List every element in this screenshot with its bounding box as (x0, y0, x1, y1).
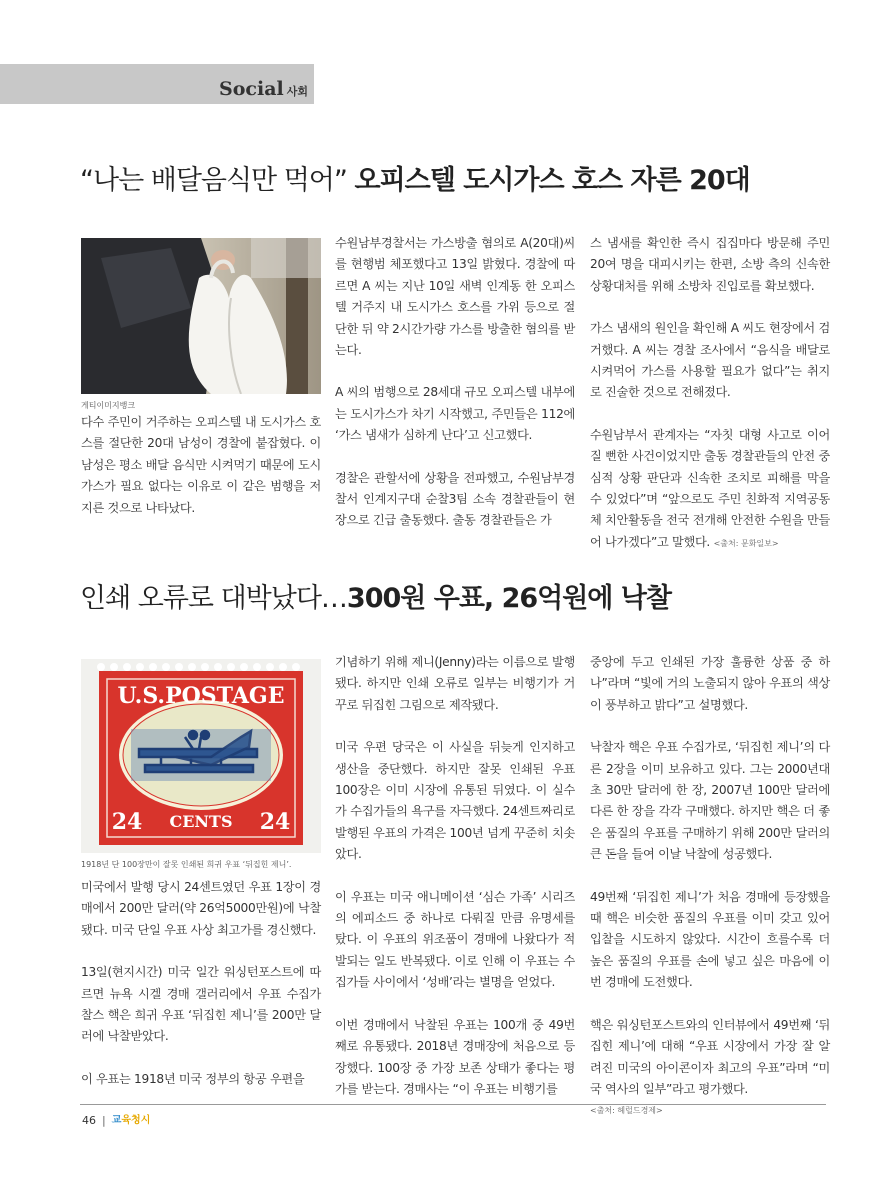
article1-headline-quote: “나는 배달음식만 먹어” (80, 165, 347, 196)
article1-source: <출처: 문화일보> (713, 538, 779, 548)
stamp-right-value: 24 (259, 809, 291, 835)
article1-photo (81, 238, 321, 394)
paragraph: 수원남부경찰서는 가스방출 혐의로 A(20대)씨를 현행범 체포했다고 13일 밝혔다. 경찰에 따르면 A 씨는 지난 10일 새벽 인계동 한 오피스텔 거주지 내 도시가스 호스를 가위 등으로 절단한 뒤 약 2시간가량 가스를 방출한 혐의를 받는다. (335, 236, 575, 358)
article1-headline (80, 158, 750, 197)
section-title-ko: 사회 (286, 85, 308, 98)
footer (82, 1111, 150, 1127)
article1-col1 (81, 412, 321, 519)
inverted-jenny-stamp-image (81, 659, 321, 853)
article2-headline-prefix: 인쇄 오류로 대박났다… (80, 583, 347, 614)
article2-col2 (335, 652, 575, 1100)
paragraph: 스 냄새를 확인한 즉시 집집마다 방문해 주민 20여 명을 대피시키는 한편, 소방 측의 신속한 상황대처를 위해 소방차 진입로를 확보했다. (590, 236, 830, 293)
paragraph: 경찰은 관할서에 상황을 전파했고, 수원남부경찰서 인계지구대 순찰3팀 소속 경찰관들이 현장으로 긴급 출동했다. 출동 경찰관들은 가 (335, 470, 575, 528)
stamp-center-text: CENTS (169, 812, 233, 831)
paragraph: 49번째 ‘뒤집힌 제니’가 처음 경매에 등장했을 때 핵은 비슷한 품질의 우표를 이미 갖고 있어 입찰을 시도하지 않았다. 시간이 흐를수록 더 높은 품질의 우표를 손에 넣고 싶은 마음에 이번 경매에 도전했다. (590, 889, 830, 990)
paragraph: 미국 우편 당국은 이 사실을 뒤늦게 인지하고 생산을 중단했다. 하지만 잘못 인쇄된 우표 100장은 이미 시장에 유통된 뒤였다. 이 실수가 수집가들의 욕구를 자극했다. 24센트짜리로 발행된 우표의 가격은 100년 넘게 꾸준히 치솟았다. (335, 740, 575, 862)
article2-source: <출처: 헤럴드경제> (590, 1106, 663, 1116)
section-header-bar (0, 64, 314, 104)
article2-headline-main: 300원 우표, 26억원에 낙찰 (346, 583, 671, 614)
paragraph: 이 우표는 1918년 미국 정부의 항공 우편을 (81, 1071, 305, 1086)
paragraph: 미국에서 발행 당시 24센트였던 우표 1장이 경매에서 200만 달러(약 26억5000만원)에 낙찰됐다. 미국 단일 우표 사상 최고가를 경신했다. (81, 880, 321, 937)
paragraph: 이번 경매에서 낙찰된 우표는 100개 중 49번째로 유통됐다. 2018년 경매장에 처음으로 등장했다. 100장 중 가장 보존 상태가 좋다는 평가를 받는다. 경매사는 “이 우표는 비행기를 (335, 1017, 575, 1096)
section-title-en: Social (219, 78, 284, 100)
page-number: 46 (82, 1114, 96, 1127)
paragraph: 수원남부서 관계자는 “자칫 대형 사고로 이어질 뻔한 사건이었지만 출동 경찰관들의 안전 중심적 상황 판단과 신속한 조치로 피해를 막을 수 있었다”며 “앞으로도 주민 친화적 지역공동체 치안활동을 전국 전개해 안전한 수원을 만들어 나가겠다”고 말했다. <출처: 문화일보> (590, 427, 830, 549)
article2-headline (80, 576, 671, 615)
article2-photo (81, 659, 321, 853)
section-label (219, 78, 308, 100)
article1-photo-caption: 게티이미지뱅크 (81, 401, 136, 410)
article2-photo-caption: 1918년 단 100장만이 잘못 인쇄된 희귀 우표 ‘뒤집힌 제니’. (81, 860, 292, 869)
article2-col1 (81, 877, 321, 1090)
paragraph: 핵은 워싱턴포스트와의 인터뷰에서 49번째 ‘뒤집힌 제니’에 대해 “우표 시장에서 가장 잘 알려진 미국의 아이콘이자 최고의 우표”라며 “미국 역사의 일부”라고 평가했다. (590, 1017, 830, 1096)
stamp-left-value: 24 (111, 809, 143, 835)
article1-headline-main: 오피스텔 도시가스 호스 자른 20대 (354, 165, 750, 196)
paragraph: A 씨의 범행으로 28세대 규모 오피스텔 내부에는 도시가스가 차기 시작했고, 주민들은 112에 ‘가스 냄새가 심하게 난다’고 신고했다. (335, 385, 575, 443)
stamp-top-text: U.S.POSTAGE (117, 683, 285, 709)
article1-col2 (335, 233, 575, 532)
paragraph: 낙찰자 핵은 우표 수집가로, ‘뒤집힌 제니’의 다른 2장을 이미 보유하고 있다. 그는 2000년대 초 30만 달러에 한 장, 2007년 100만 달러에 다른 한 장을 각각 구매했다. 하지만 핵은 더 좋은 품질의 우표를 구매하기 위해 200만 달러의 큰 돈을 들여 이날 낙찰에 성공했다. (590, 740, 830, 862)
paragraph: 중앙에 두고 인쇄된 가장 훌륭한 상품 중 하나”라며 “빛에 거의 노출되지 않아 우표의 색상이 풍부하고 밝다”고 설명했다. (590, 655, 830, 712)
magazine-logo: 교육청시 (111, 1115, 151, 1126)
paragraph: 13일(현지시간) 미국 일간 워싱턴포스트에 따르면 뉴욕 시겔 경매 갤러리에서 우표 수집가 찰스 핵은 희귀 우표 ‘뒤집힌 제니’를 200만 달러에 낙찰받았다. (81, 965, 321, 1044)
footer-divider (80, 1104, 826, 1105)
article1-lead: 다수 주민이 거주하는 오피스텔 내 도시가스 호스를 절단한 20대 남성이 경찰에 붙잡혔다. 이 남성은 평소 배달 음식만 시켜먹기 때문에 도시가스가 필요 없다는 이유로 이 같은 범행을 저지른 것으로 나타났다. (81, 415, 321, 515)
footer-separator: | (102, 1114, 106, 1127)
paragraph: 이 우표는 미국 애니메이션 ‘심슨 가족’ 시리즈의 에피소드 중 하나로 다뤄질 만큼 유명세를 탔다. 이 우표의 위조품이 경매에 나왔다가 적발되는 일도 반복됐다. 이로 인해 이 우표는 수집가들 사이에서 ‘성배’라는 별명을 얻었다. (335, 889, 575, 990)
delivery-bag-photo (81, 238, 321, 394)
article1-col3 (590, 233, 830, 554)
paragraph: 기념하기 위해 제니(Jenny)라는 이름으로 발행됐다. 하지만 인쇄 오류로 일부는 비행기가 거꾸로 뒤집힌 그림으로 제작됐다. (335, 655, 575, 712)
article2-col3 (590, 652, 830, 1122)
paragraph: 가스 냄새의 원인을 확인해 A 씨도 현장에서 검거했다. A 씨는 경찰 조사에서 “음식을 배달로 시켜먹어 가스를 사용할 필요가 없다”는 취지로 진술한 것으로 전해졌다. (590, 321, 830, 400)
